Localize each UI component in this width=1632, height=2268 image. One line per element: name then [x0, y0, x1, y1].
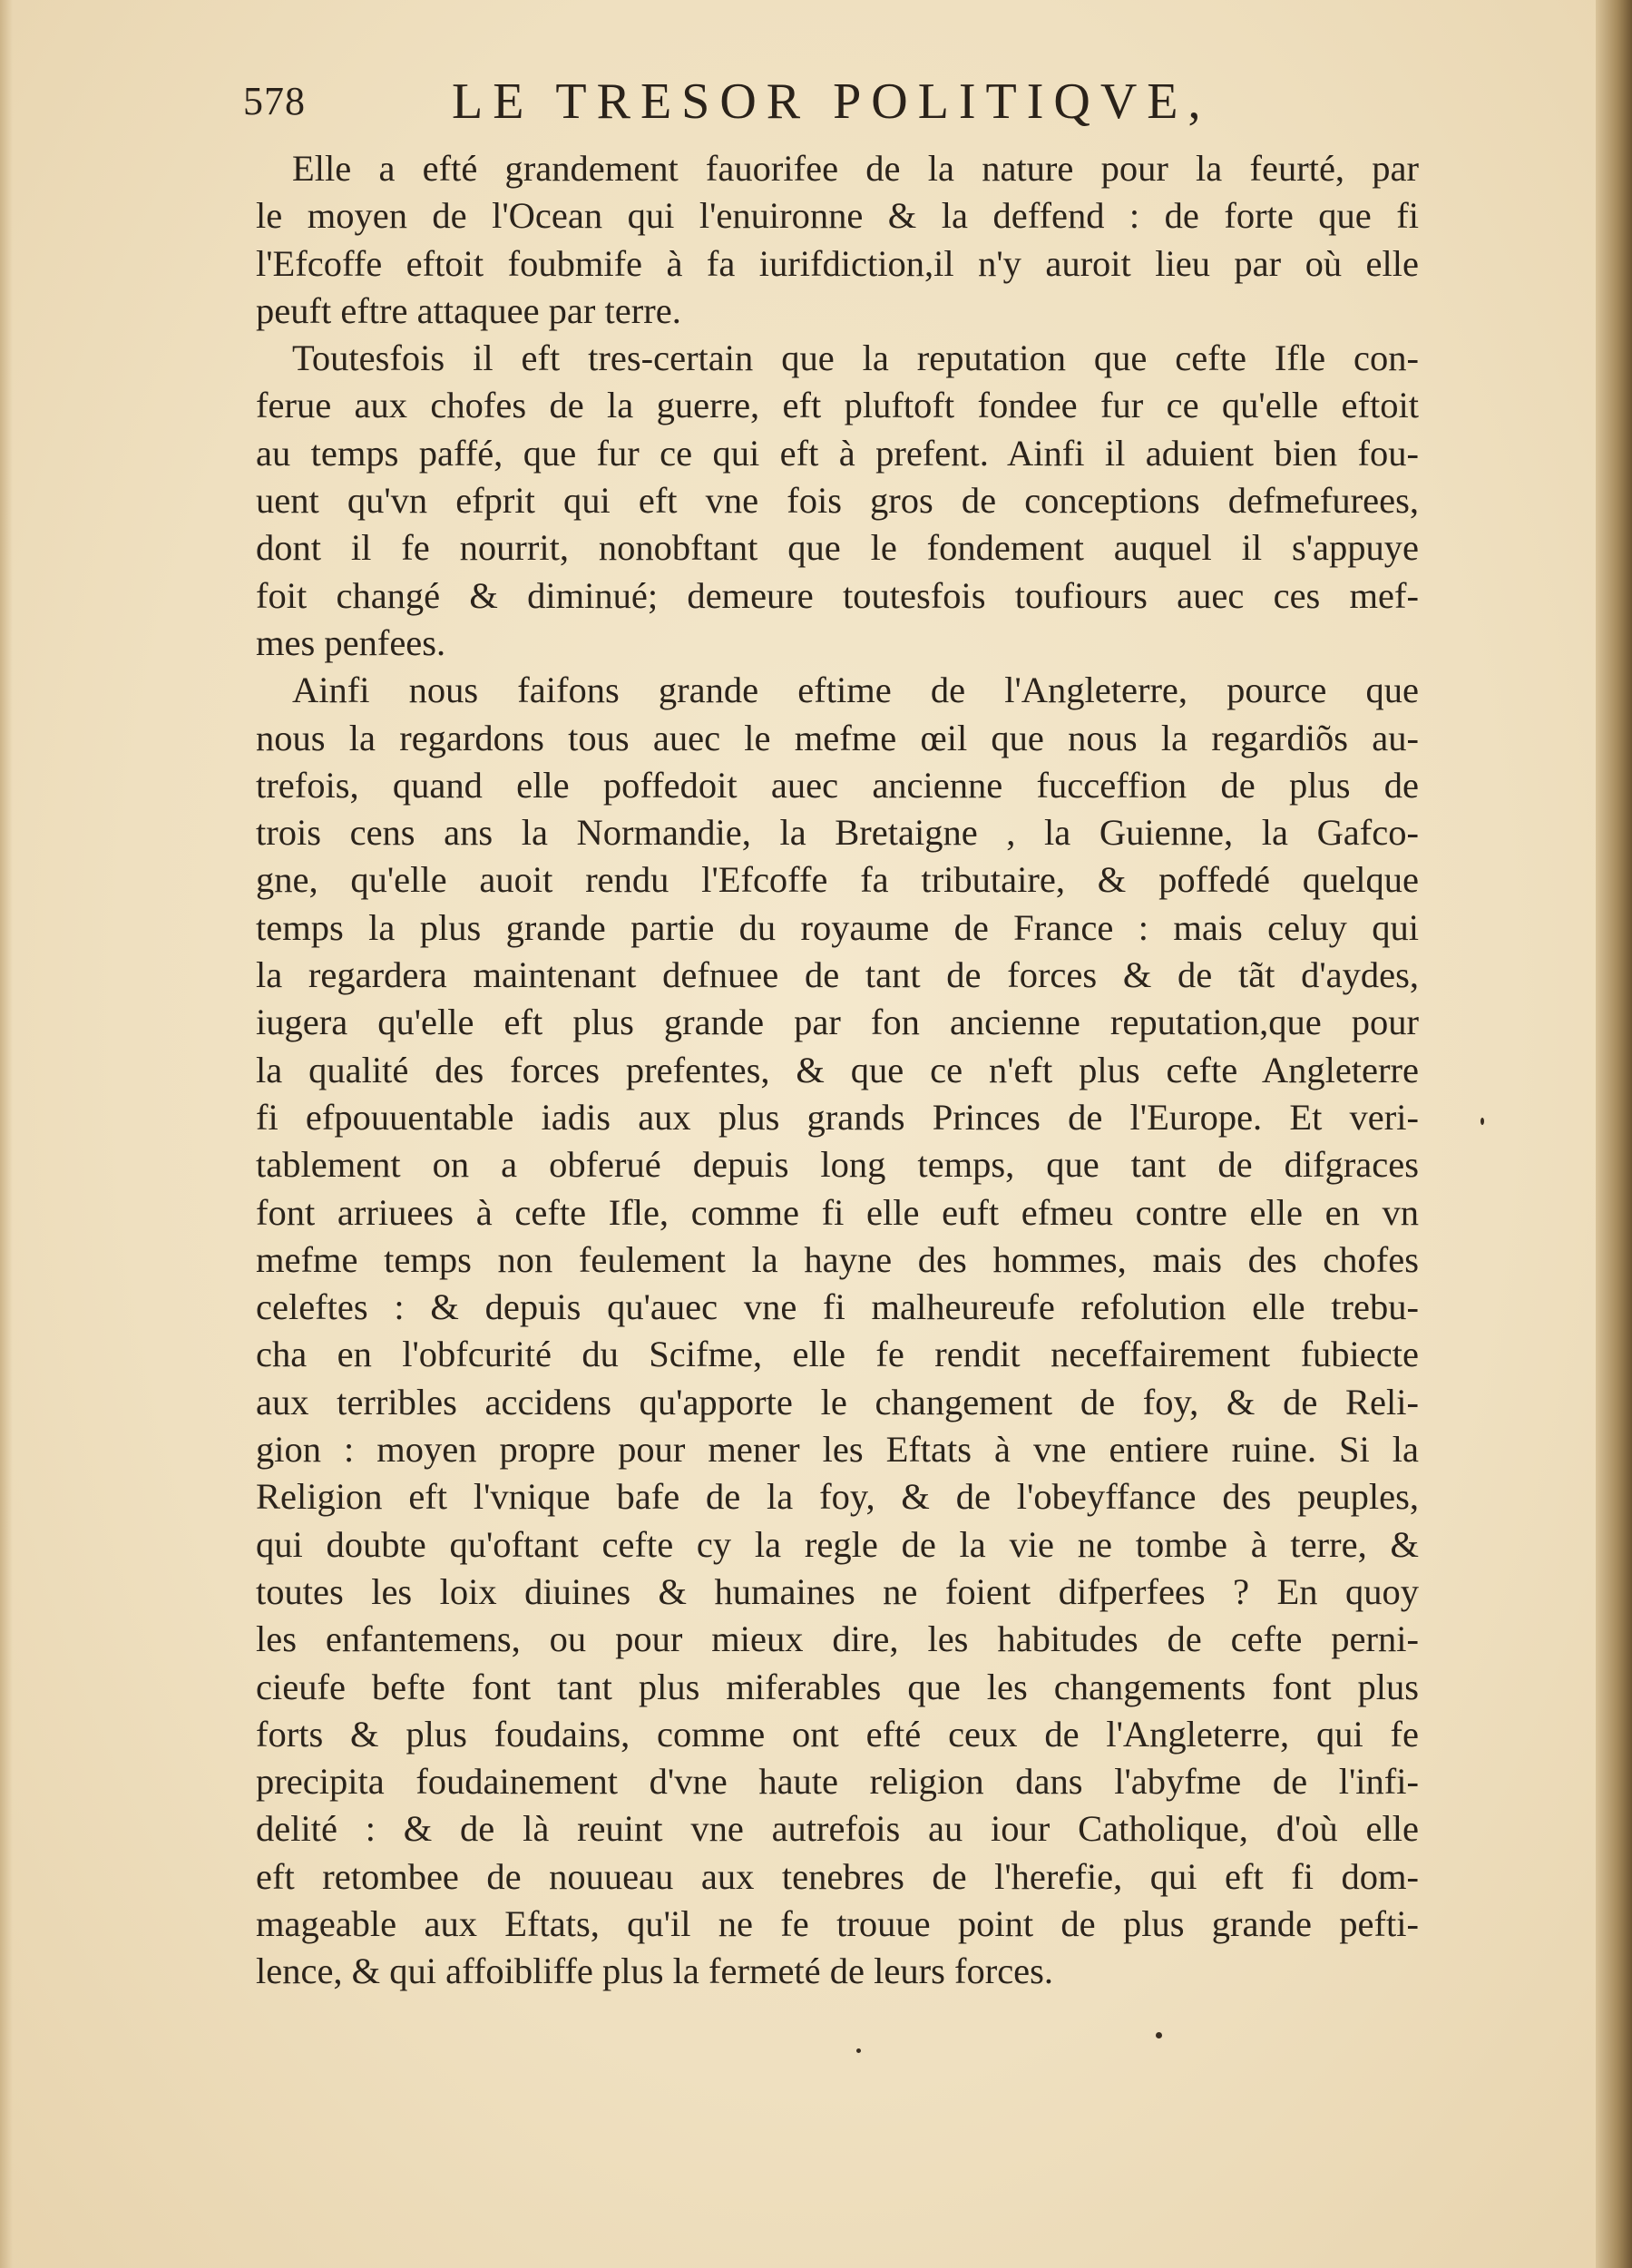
text-line: temps la plus grande partie du royaume de France : mais celuy qui: [256, 906, 1419, 948]
ink-speck: [856, 2048, 861, 2053]
text-line: nous la regardons tous auec le mefme œil que nous la regardiõs au-: [256, 717, 1419, 758]
page-binding-edge: [1596, 0, 1632, 2268]
text-line: eft retombee de nouueau aux tenebres de l'herefie, qui eft fi dom-: [256, 1855, 1419, 1897]
text-line: trois cens ans la Normandie, la Bretaigne , la Guienne, la Gafco-: [256, 812, 1419, 854]
text-line: fi efpouuentable iadis aux plus grands Princes de l'Europe. Et veri-: [256, 1096, 1419, 1138]
text-line: Religion eft l'vnique bafe de la foy, & de l'obeyffance des peuples,: [256, 1476, 1419, 1518]
text-line: mes penfees.: [256, 621, 446, 663]
page-number: 578: [243, 79, 306, 123]
text-line: iugera qu'elle eft plus grande par fon ancienne reputation,que pour: [256, 1002, 1419, 1043]
text-line: la qualité des forces prefentes, & que ce n'eft plus cefte Angleterre: [256, 1049, 1419, 1090]
text-line: ferue aux chofes de la guerre, eft pluftoft fondee fur ce qu'elle eftoit: [256, 385, 1419, 426]
ink-speck: [1156, 2032, 1162, 2038]
paragraph: [256, 145, 1419, 335]
running-title: LE TRESOR POLITIQVE,: [452, 73, 1211, 130]
ink-speck: [1481, 1118, 1484, 1125]
text-line: font arriuees à cefte Ifle, comme fi elle euft efmeu contre elle en vn: [256, 1191, 1419, 1233]
text-line: aux terribles accidens qu'apporte le changement de foy, & de Reli-: [256, 1381, 1419, 1422]
text-line: precipita foudainement d'vne haute religion dans l'abyfme de l'infi-: [256, 1761, 1419, 1803]
text-line: le moyen de l'Ocean qui l'enuironne & la deffend : de forte que fi: [256, 195, 1419, 237]
text-line: tablement on a obferué depuis long temps, que tant de difgraces: [256, 1144, 1419, 1186]
paragraph: [256, 335, 1419, 667]
text-line: forts & plus foudains, comme ont efté ceux de l'Angleterre, qui fe: [256, 1713, 1419, 1755]
body-text: [256, 145, 1419, 1996]
text-line: uent qu'vn efprit qui eft vne fois gros de conceptions defmefurees,: [256, 480, 1419, 522]
text-line: peuft eftre attaquee par terre.: [256, 289, 681, 331]
text-line: mageable aux Eftats, qu'il ne fe trouue point de plus grande pefti-: [256, 1902, 1419, 1944]
text-line: Toutesfois il eft tres-certain que la reputation que cefte Ifle con-: [292, 337, 1419, 379]
page-left-edge: [0, 0, 13, 2268]
text-line: gion : moyen propre pour mener les Eftats à vne entiere ruine. Si la: [256, 1429, 1419, 1471]
text-line: dont il fe nourrit, nonobftant que le fondement auquel il s'appuye: [256, 527, 1419, 569]
text-line: lence, & qui affoibliffe plus la fermeté de leurs forces.: [256, 1950, 1054, 1992]
text-line: Ainfi nous faifons grande eftime de l'Angleterre, pource que: [292, 670, 1419, 711]
text-line: toutes les loix diuines & humaines ne foient difperfees ? En quoy: [256, 1570, 1419, 1612]
paragraph: [256, 667, 1419, 1995]
text-line: Elle a efté grandement fauorifee de la nature pour la feurté, par: [292, 148, 1419, 189]
text-line: les enfantemens, ou pour mieux dire, les habitudes de cefte perni-: [256, 1618, 1419, 1660]
text-line: au temps paffé, que fur ce qui eft à prefent. Ainfi il aduient bien fou-: [256, 432, 1419, 474]
text-line: cha en l'obfcurité du Scifme, elle fe rendit neceffairement fubiecte: [256, 1334, 1419, 1375]
text-line: delité : & de là reuint vne autrefois au iour Catholique, d'où elle: [256, 1808, 1419, 1850]
text-line: gne, qu'elle auoit rendu l'Efcoffe fa tributaire, & poffedé quelque: [256, 859, 1419, 901]
text-line: qui doubte qu'oftant cefte cy la regle de la vie ne tombe à terre, &: [256, 1523, 1419, 1565]
text-line: celeftes : & depuis qu'auec vne fi malheureufe refolution elle trebu-: [256, 1286, 1419, 1328]
text-line: la regardera maintenant defnuee de tant de forces & de tãt d'aydes,: [256, 954, 1419, 996]
text-line: mefme temps non feulement la hayne des hommes, mais des chofes: [256, 1238, 1419, 1280]
text-line: foit changé & diminué; demeure toutesfois toufiours auec ces mef-: [256, 574, 1419, 616]
text-line: trefois, quand elle poffedoit auec ancienne fucceffion de plus de: [256, 764, 1419, 806]
text-line: cieufe befte font tant plus miferables que les changements font plus: [256, 1666, 1419, 1707]
page-header: [243, 73, 1368, 145]
text-line: l'Efcoffe eftoit foubmife à fa iurifdiction,il n'y auroit lieu par où elle: [256, 242, 1419, 284]
